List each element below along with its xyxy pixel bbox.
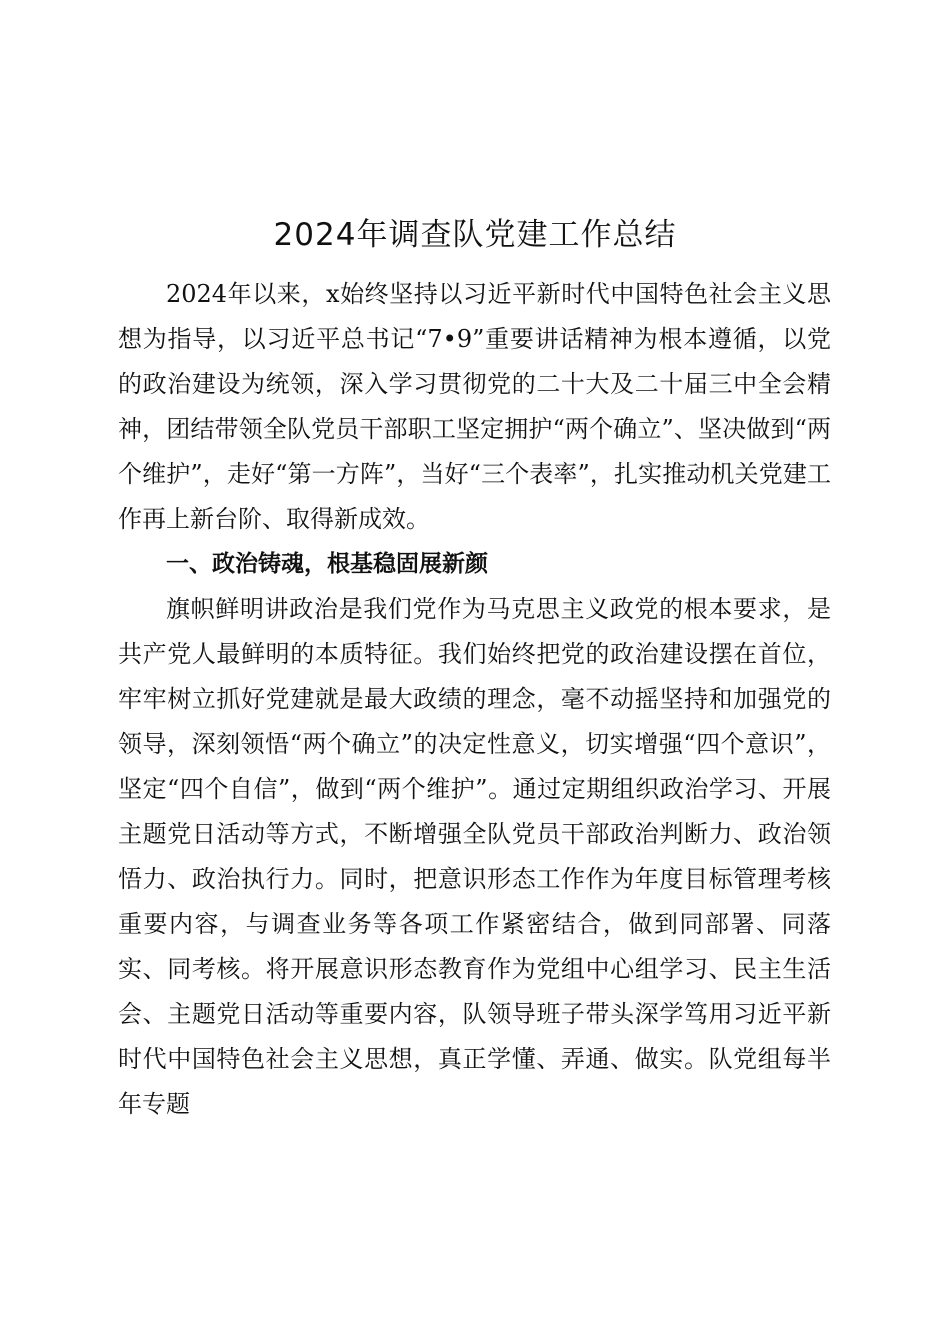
intro-paragraph: 2024年以来，x始终坚持以习近平新时代中国特色社会主义思想为指导，以习近平总书记“7•9”重要讲话精神为根本遵循，以党的政治建设为统领，深入学习贯彻党的二十大及二十届三中全会精神，团结带领全队党员干部职工坚定拥护“两个确立”、坚决做到“两个维护”，走好“第一方阵”，当好“三个表率”，扎实推动机关党建工作再上新台阶、取得新成效。 [118,280,831,533]
section-paragraph: 旗帜鲜明讲政治是我们党作为马克思主义政党的根本要求，是共产党人最鲜明的本质特征。我们始终把党的政治建设摆在首位，牢牢树立抓好党建就是最大政绩的理念，毫不动摇坚持和加强党的领导，深刻领悟“两个确立”的决定性意义，切实增强“四个意识”，坚定“四个自信”，做到“两个维护”。通过定期组织政治学习、开展主题党日活动等方式，不断增强全队党员干部政治判断力、政治领悟力、政治执行力。同时，把意识形态工作作为年度目标管理考核重要内容，与调查业务等各项工作紧密结合，做到同部署、同落实、同考核。将开展意识形态教育作为党组中心组学习、民主生活会、主题党日活动等重要内容，队领导班子带头深学笃用习近平新时代中国特色社会主义思想，真正学懂、弄通、做实。队党组每半年专题 [118,595,831,1118]
document-title: 2024年调查队党建工作总结 [273,217,677,253]
section-heading: 一、政治铸魂，根基稳固展新颜 [166,551,488,577]
document-body [118,272,831,1127]
